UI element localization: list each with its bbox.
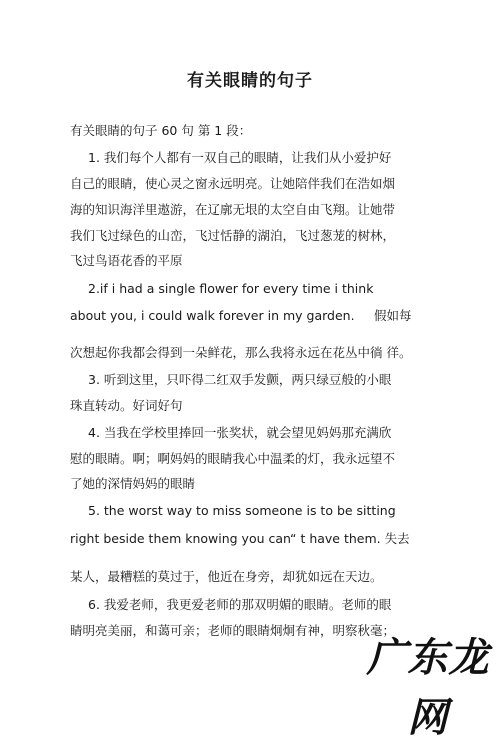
paragraph-line: 5. the worst way to miss someone is to be sitting: [88, 503, 396, 518]
paragraph-line: 次想起你我都会得到一朵鲜花，那么我将永远在花丛中徜 徉。: [70, 345, 412, 360]
paragraph-line: about you, i could walk forever in my garden.: [70, 308, 355, 323]
paragraph-line: 飞过鸟语花香的平原: [70, 253, 183, 268]
paragraph-line: 假如每: [374, 308, 412, 323]
paragraph-line: 海的知识海洋里遨游，在辽廓无垠的太空自由飞翔。让她带: [70, 202, 396, 217]
paragraph-line: 自己的眼睛，使心灵之窗永远明亮。让她陪伴我们在浩如烟: [70, 176, 396, 191]
paragraph-line: 了她的深情妈妈的眼睛: [70, 476, 196, 491]
paragraph-line: 6. 我爱老师，我更爱老师的那双明媚的眼睛。老师的眼: [88, 597, 392, 612]
watermark-text: 广东龙网: [366, 634, 490, 741]
paragraph-line: 3. 听到这里，只吓得二红双手发颤，两只绿豆般的小眼: [88, 372, 392, 387]
paragraph-line: 1. 我们每个人都有一双自己的眼睛，让我们从小爱护好: [88, 150, 392, 165]
paragraph-line: “ t have them. 失去: [290, 531, 410, 546]
paragraph-line: 4. 当我在学校里捧回一张奖状，就会望见妈妈那充满欣: [88, 425, 392, 440]
paragraph-line: 我们飞过绿色的山峦，飞过恬静的湖泊，飞过葱茏的树林，: [70, 228, 396, 243]
paragraph-line: right beside them knowing you can: [70, 531, 291, 546]
paragraph-line: 某人，最糟糕的莫过于，他近在身旁，却犹如远在天边。: [70, 569, 383, 584]
paragraph-line: 慰的眼睛。啊；啊妈妈的眼睛我心中温柔的灯，我永远望不: [70, 451, 396, 466]
section-heading: 有关眼睛的句子 60 句 第 1 段：: [70, 123, 252, 138]
site-watermark-logo: [366, 628, 490, 741]
paragraph-line: 睛明亮美丽，和蔼可亲；老师的眼睛炯炯有神，明察秋毫；: [70, 623, 396, 638]
paragraph-line: 珠直转动。好词好句: [70, 398, 183, 413]
document-title: 有关眼睛的句子: [187, 71, 313, 91]
paragraph-line: 2.if i had a single flower for every time i think: [88, 281, 374, 296]
